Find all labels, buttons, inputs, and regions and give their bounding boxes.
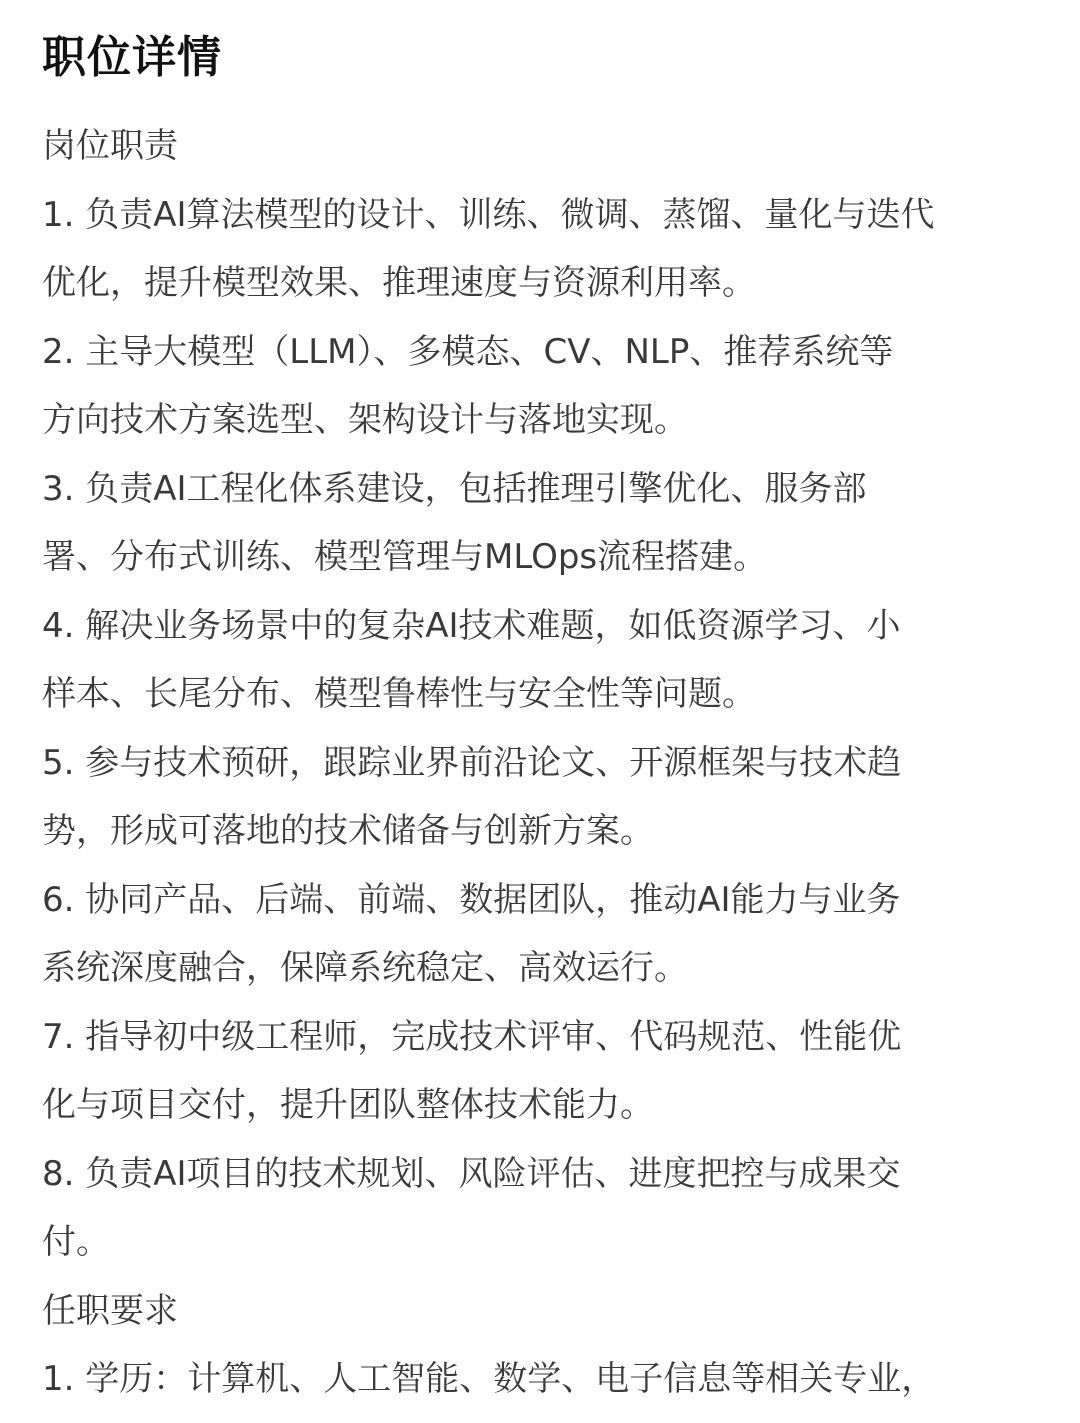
section-heading-responsibilities: 岗位职责 [42,126,178,166]
description-line: 势，形成可落地的技术储备与创新方案。 [42,811,654,851]
description-line: 优化，提升模型效果、推理速度与资源利用率。 [42,263,756,303]
description-line: 5. 参与技术预研，跟踪业界前沿论文、开源框架与技术趋 [42,742,902,783]
description-line: 3. 负责AI工程化体系建设，包括推理引擎优化、服务部 [42,468,867,509]
description-line: 1. 学历：计算机、人工智能、数学、电子信息等相关专业， [42,1359,936,1399]
job-description [42,112,1042,1414]
description-line: 样本、长尾分布、模型鲁棒性与安全性等问题。 [42,674,756,714]
description-line: 6. 协同产品、后端、前端、数据团队，推动AI能力与业务 [42,879,901,920]
description-line: 1. 负责AI算法模型的设计、训练、微调、蒸馏、量化与迭代 [42,194,935,235]
description-line: 方向技术方案选型、架构设计与落地实现。 [42,400,688,440]
section-heading-requirements: 任职要求 [42,1290,178,1331]
description-line: 7. 指导初中级工程师，完成技术评审、代码规范、性能优 [42,1016,902,1057]
description-line: 8. 负责AI项目的技术规划、风险评估、进度把控与成果交 [42,1153,901,1194]
description-line: 4. 解决业务场景中的复杂AI技术难题，如低资源学习、小 [42,605,901,646]
description-line: 付。 [42,1222,110,1262]
description-line: 署、分布式训练、模型管理与MLOps流程搭建。 [42,537,768,577]
description-line: 系统深度融合，保障系统稳定、高效运行。 [42,948,688,988]
description-line: 2. 主导大模型（LLM）、多模态、CV、NLP、推荐系统等 [42,331,894,372]
page-title: 职位详情 [42,32,222,83]
description-line: 化与项目交付，提升团队整体技术能力。 [42,1085,654,1125]
